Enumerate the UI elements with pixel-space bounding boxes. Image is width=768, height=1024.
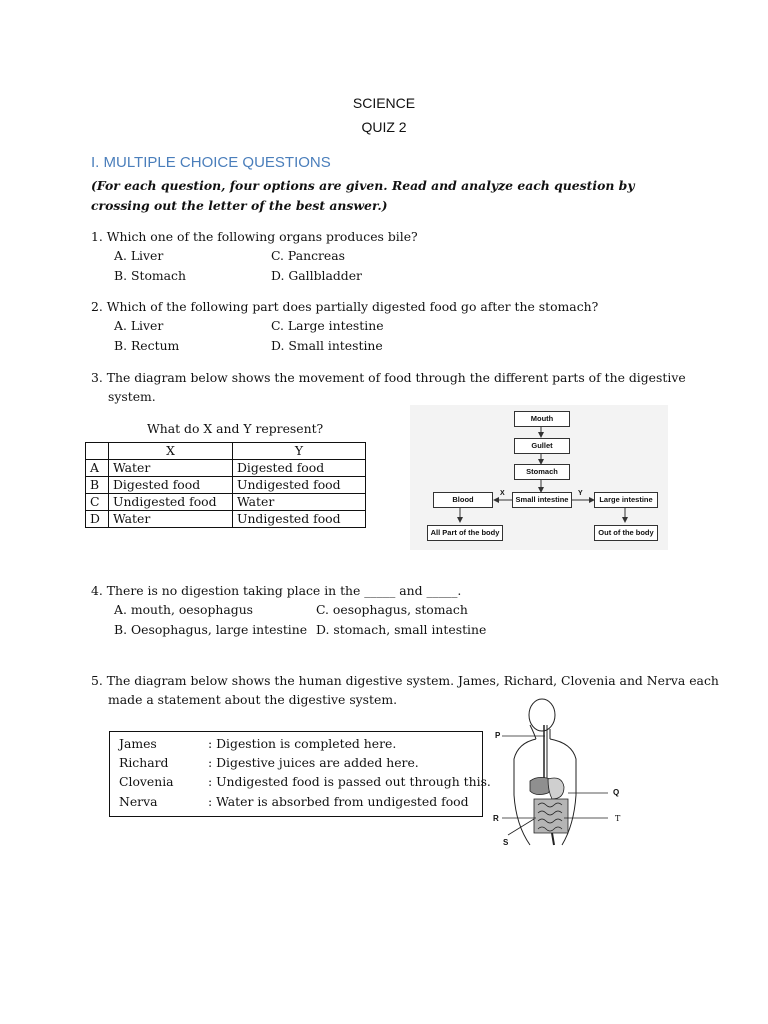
q2-option-d[interactable]: D. Small intestine (271, 338, 383, 353)
q1-option-b[interactable]: B. Stomach (114, 268, 186, 283)
table-cell: Undigested food (233, 511, 366, 528)
q5-stem: 5. The diagram below shows the human digestive system. James, Richard, Clovenia and Nerva each (91, 673, 719, 688)
statement-name: James (119, 736, 157, 751)
flow-out-of-body: Out of the body (594, 525, 658, 541)
q1-option-a[interactable]: A. Liver (114, 248, 164, 263)
quiz-title: QUIZ 2 (361, 119, 407, 135)
figure-label-r: R (493, 814, 499, 823)
figure-label-t: T (615, 814, 621, 823)
q2-option-a[interactable]: A. Liver (114, 318, 164, 333)
q2-stem: 2. Which of the following part does partially digested food go after the stomach? (91, 299, 599, 314)
statement-text: : Digestive juices are added here. (208, 755, 419, 770)
table-cell: Water (109, 511, 233, 528)
xy-table (85, 442, 366, 528)
q5-stem-cont: made a statement about the digestive system. (108, 692, 398, 707)
statement-name: Clovenia (119, 774, 174, 789)
table-header (86, 443, 109, 460)
q4-option-b[interactable]: B. Oesophagus, large intestine (114, 622, 308, 637)
flow-all-parts: All Part of the body (427, 525, 503, 541)
table-row (86, 511, 366, 528)
table-cell: Undigested food (109, 494, 233, 511)
q1-option-c[interactable]: C. Pancreas (271, 248, 346, 263)
section-heading: I. MULTIPLE CHOICE QUESTIONS (91, 154, 331, 171)
statement-name: Richard (119, 755, 169, 770)
flow-mouth: Mouth (514, 411, 570, 427)
figure-label-p: P (495, 731, 501, 740)
flow-label-x: X (500, 490, 505, 497)
table-cell: Digested food (109, 477, 233, 494)
figure-label-q: Q (613, 788, 620, 797)
table-row (86, 460, 366, 477)
table-header: Y (233, 443, 366, 460)
table-cell: D (86, 511, 109, 528)
flow-small-intestine: Small intestine (512, 492, 572, 508)
subject-title: SCIENCE (352, 95, 416, 111)
q2-option-c[interactable]: C. Large intestine (271, 318, 384, 333)
q3-stem-cont: system. (108, 389, 156, 404)
q4-option-c[interactable]: C. oesophagus, stomach (316, 602, 468, 617)
table-cell: Water (233, 494, 366, 511)
table-row (86, 494, 366, 511)
table-cell: Undigested food (233, 477, 366, 494)
table-cell: Water (109, 460, 233, 477)
flow-blood: Blood (433, 492, 493, 508)
q1-option-d[interactable]: D. Gallbladder (271, 268, 362, 283)
flow-label-y: Y (578, 490, 583, 497)
table-row (86, 477, 366, 494)
table-cell: Digested food (233, 460, 366, 477)
q3-stem: 3. The diagram below shows the movement of food through the different parts of the digestive (91, 370, 686, 385)
instructions: (For each question, four options are given. Read and analyze each question by crossing out the letter of the best answer.) (91, 178, 635, 213)
statement-text: : Undigested food is passed out through this. (208, 774, 491, 789)
statement-text: : Digestion is completed here. (208, 736, 397, 751)
flow-stomach: Stomach (514, 464, 570, 480)
q3-question: What do X and Y represent? (147, 421, 324, 436)
q4-stem: 4. There is no digestion taking place in the _____ and _____. (91, 583, 462, 598)
statements-box (109, 731, 491, 817)
table-cell: B (86, 477, 109, 494)
digestive-system-figure (490, 695, 640, 855)
q4-option-a[interactable]: A. mouth, oesophagus (114, 602, 254, 617)
table-header-row (86, 443, 366, 460)
q1-stem: 1. Which one of the following organs produces bile? (91, 229, 418, 244)
table-cell: C (86, 494, 109, 511)
flow-large-intestine: Large intestine (594, 492, 658, 508)
table-cell: A (86, 460, 109, 477)
statement-text: : Water is absorbed from undigested food (208, 794, 469, 809)
table-header: X (109, 443, 233, 460)
figure-label-s: S (503, 838, 509, 847)
flow-gullet: Gullet (514, 438, 570, 454)
q2-option-b[interactable]: B. Rectum (114, 338, 180, 353)
q4-option-d[interactable]: D. stomach, small intestine (316, 622, 487, 637)
statement-name: Nerva (119, 794, 158, 809)
